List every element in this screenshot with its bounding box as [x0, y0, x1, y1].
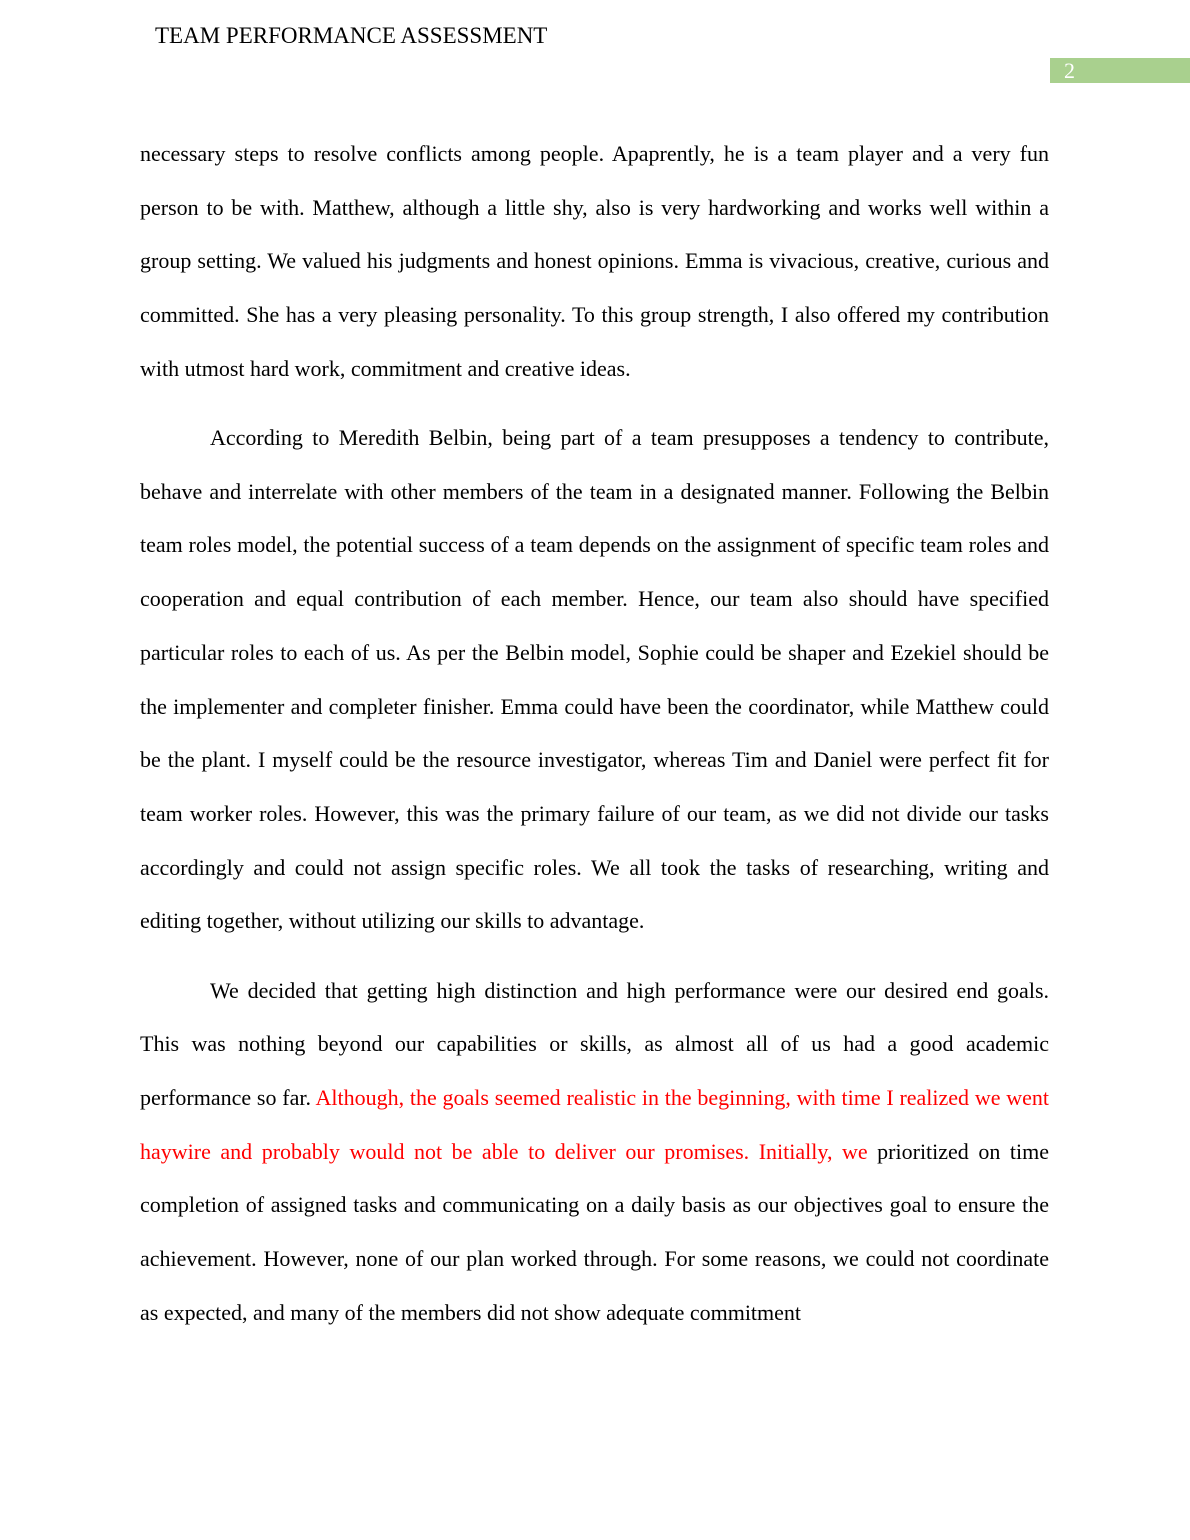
paragraph-2: According to Meredith Belbin, being part of a team presupposes a tendency to contribute, behave and interrelate with other members of the team in a designated manner. Following the Belbin team roles model, the potential success of a team depends on the assignment of specific team roles and cooperation and equal contribution of each member. Hence, our team also should have specified particular roles to each of us. As per the Belbin model, Sophie could be shaper and Ezekiel should be the implementer and completer finisher. Emma could have been the coordinator, while Matthew could be the plant. I myself could be the resource investigator, whereas Tim and Daniel were perfect fit for team worker roles. However, this was the primary failure of our team, as we did not divide our tasks accordingly and could not assign specific roles. We all took the tasks of researching, writing and editing together, without utilizing our skills to advantage. — [140, 425, 1049, 934]
paragraph-3 — [140, 964, 1049, 1340]
paragraph-3-part-1: We decided that getting high distinction and high performance were our desired end goals. This was nothing beyond our capabilities or skills, as almost all of us had a good academic performance so far. — [140, 977, 1049, 1110]
paragraph-1: necessary steps to resolve conflicts among people. Apaprently, he is a team player and a very fun person to be with. Matthew, although a little shy, also is very hardworking and works well within a group setting. We valued his judgments and honest opinions. Emma is vivacious, creative, curious and committed. She has a very pleasing personality. To this group strength, I also offered my contribution with utmost hard work, commitment and creative ideas. — [140, 141, 1049, 381]
document-body — [140, 127, 1049, 1355]
page-number: 2 — [1064, 58, 1075, 83]
paragraph-3-part-2: prioritized on time completion of assigned tasks and communicating on a daily basis as our objectives goal to ensure the achievement. However, none of our plan worked through. For some reasons, we could not coordinate as expected, and many of the members did not show adequate commitment — [140, 1138, 1049, 1325]
running-head: TEAM PERFORMANCE ASSESSMENT — [155, 23, 548, 48]
page-number-bar — [1050, 58, 1190, 83]
highlighted-text: Although, the goals seemed realistic in the beginning, with time I realized we went haywire and probably would not be able to deliver our promises. Initially, we — [140, 1084, 1049, 1164]
